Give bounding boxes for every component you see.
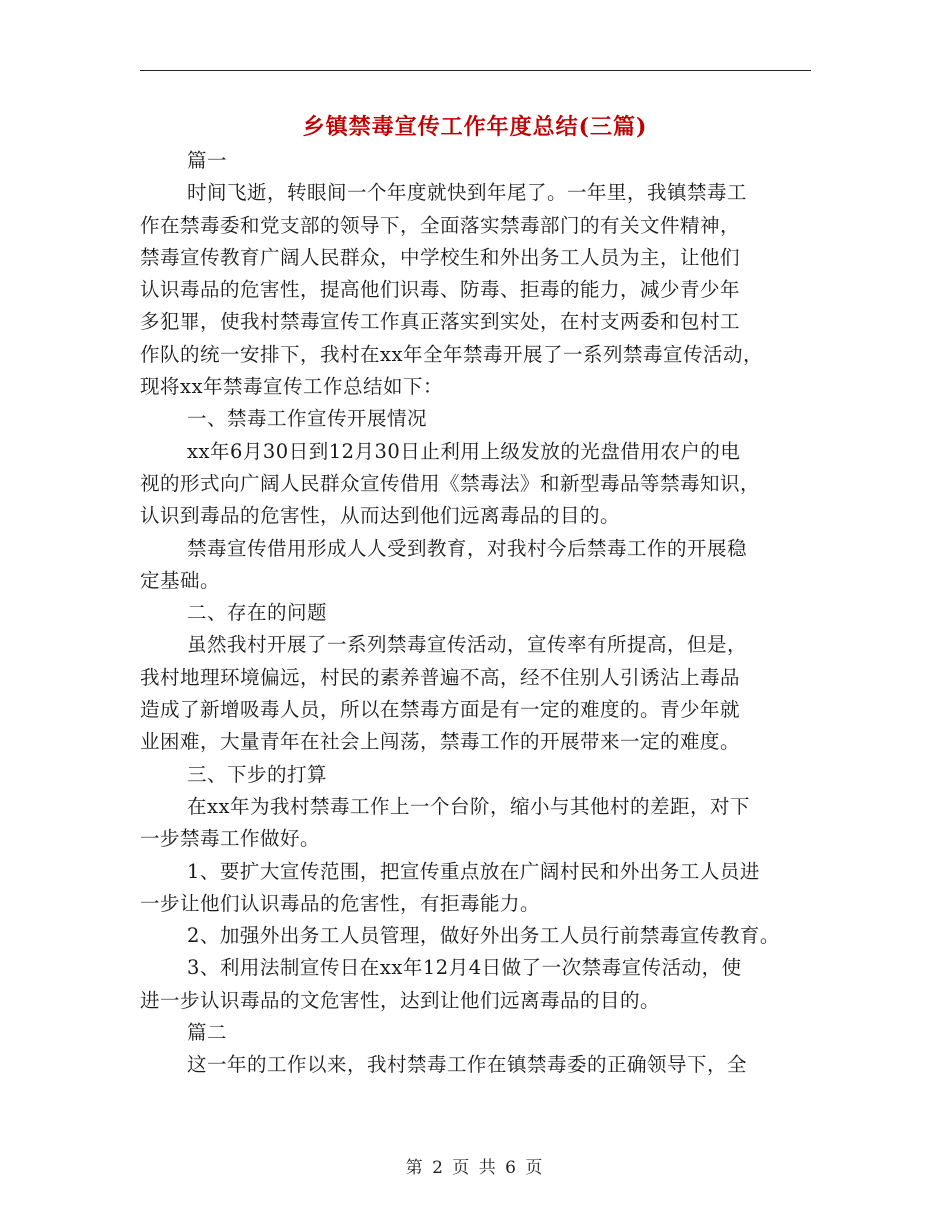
body-text-line: 进一步认识毒品的文危害性，达到让他们远离毒品的目的。 [140,988,661,1012]
body-text-line: 我村地理环境偏远，村民的素养普遍不高，经不住别人引诱沾上毒品 [140,665,741,689]
body-text-line: 认识到毒品的危害性，从而达到他们远离毒品的目的。 [140,504,621,528]
body-text-line: 认识毒品的危害性，提高他们识毒、防毒、拒毒的能力，减少青少年 [140,278,741,302]
body-text-line: 3、利用法制宣传日在xx年12月4日做了一次禁毒宣传活动，使 [187,956,742,980]
body-text-line: 2、加强外出务工人员管理，做好外出务工人员行前禁毒宣传教育。 [187,924,780,948]
body-text-line: 业困难，大量青年在社会上闯荡，禁毒工作的开展带来一定的难度。 [140,730,741,754]
document-body [140,145,815,1082]
body-text-line: 三、下步的打算 [187,762,328,786]
body-text-line: 篇一 [187,149,228,172]
body-text-line: 二、存在的问题 [187,601,328,625]
body-text-line: 造成了新增吸毒人员，所以在禁毒方面是有一定的难度的。青少年就 [140,698,741,722]
body-text-line: 一、禁毒工作宣传开展情况 [187,407,428,431]
body-text-line: 现将xx年禁毒宣传工作总结如下： [140,375,443,399]
body-text-line: 多犯罪，使我村禁毒宣传工作真正落实到实处，在村支两委和包村工 [140,310,741,334]
body-text-line: 虽然我村开展了一系列禁毒宣传活动，宣传率有所提高，但是， [187,633,748,657]
body-text-line: 禁毒宣传借用形成人人受到教育，对我村今后禁毒工作的开展稳 [187,536,748,560]
body-text-line: 一步禁毒工作做好。 [140,827,321,851]
body-text-line: 视的形式向广阔人民群众宣传借用《禁毒法》和新型毒品等禁毒知识， [140,471,761,495]
body-text-line: 时间飞逝，转眼间一个年度就快到年尾了。一年里，我镇禁毒工 [187,181,748,205]
body-text-line: 禁毒宣传教育广阔人民群众，中学校生和外出务工人员为主，让他们 [140,245,741,269]
body-text-line: 定基础。 [140,568,221,592]
body-text-line: 一步让他们认识毒品的危害性，有拒毒能力。 [140,891,541,915]
body-text-line: xx年6月30日到12月30日止利用上级发放的光盘借用农户的电 [187,439,741,463]
header-rule [140,70,811,71]
page-footer: 第 2 页 共 6 页 [405,1158,545,1178]
body-text-line: 作在禁毒委和党支部的领导下，全面落实禁毒部门的有关文件精神， [140,213,741,237]
body-text-line: 1、要扩大宣传范围，把宣传重点放在广阔村民和外出务工人员进 [187,859,760,883]
document-title: 乡镇禁毒宣传工作年度总结(三篇) [302,114,648,140]
body-text-line: 在xx年为我村禁毒工作上一个台阶，缩小与其他村的差距，对下 [187,794,750,818]
body-text-line: 作队的统一安排下，我村在xx年全年禁毒开展了一系列禁毒宣传活动， [140,342,763,366]
body-text-line: 篇二 [187,1021,228,1045]
body-text-line: 这一年的工作以来，我村禁毒工作在镇禁毒委的正确领导下，全 [187,1053,748,1077]
